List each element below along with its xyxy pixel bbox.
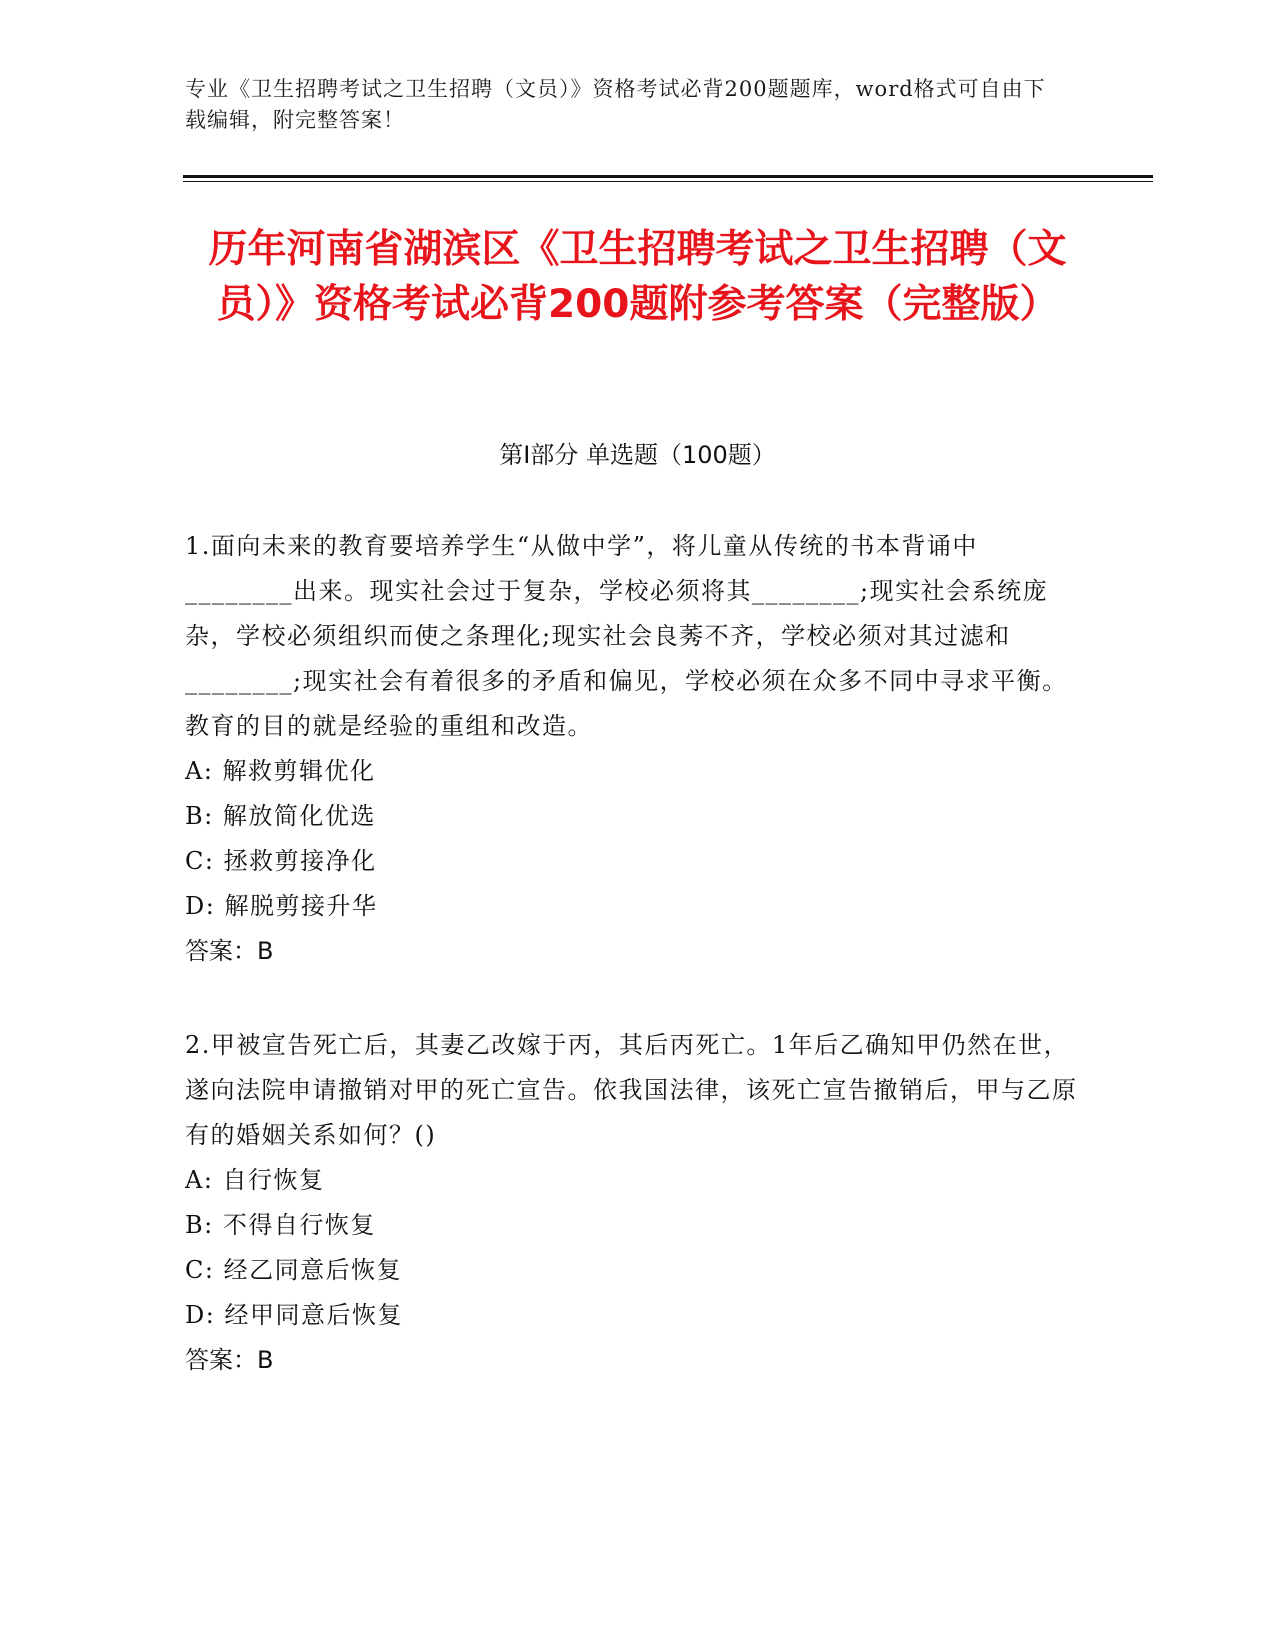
header-note: 专业《卫生招聘考试之卫生招聘（文员）》资格考试必背200题题库，word格式可自由下载编辑，附完整答案！ [185, 77, 1046, 132]
answer-line: 答案：B [185, 937, 274, 965]
option-c: C: 拯救剪接净化 [185, 847, 377, 875]
option-a: A: 解救剪辑优化 [185, 757, 376, 785]
option-d: D: 经甲同意后恢复 [185, 1301, 403, 1329]
option-b: B: 解放简化优选 [185, 802, 376, 830]
answer-line: 答案：B [185, 1346, 274, 1374]
section-title: 第I部分 单选题（100题） [499, 441, 776, 469]
option-b: B: 不得自行恢复 [185, 1211, 376, 1239]
question-block [185, 524, 1085, 974]
question-stem: 1.面向未来的教育要培养学生“从做中学”，将儿童从传统的书本背诵中________出来。现实社会过于复杂，学校必须将其________;现实社会系统庞杂，学校必须组织而使之条理化;现实社会良莠不齐，学校必须对其过滤和________;现实社会有着很多的矛盾和偏见，学校必须在众多不同中寻求平衡。教育的目的就是经验的重组和改造。 [185, 532, 1068, 740]
question-block [185, 1023, 1085, 1383]
question-stem: 2.甲被宣告死亡后，其妻乙改嫁于丙，其后丙死亡。1年后乙确知甲仍然在世，遂向法院申请撤销对甲的死亡宣告。依我国法律，该死亡宣告撤销后，甲与乙原有的婚姻关系如何？() [185, 1031, 1078, 1149]
option-c: C: 经乙同意后恢复 [185, 1256, 403, 1284]
option-d: D: 解脱剪接升华 [185, 892, 378, 920]
header-rule-thick [183, 175, 1153, 178]
option-a: A: 自行恢复 [185, 1166, 325, 1194]
document-title: 历年河南省湖滨区《卫生招聘考试之卫生招聘（文员）》资格考试必背200题附参考答案（完整版） [208, 227, 1067, 327]
header-rule-thin [183, 181, 1153, 182]
